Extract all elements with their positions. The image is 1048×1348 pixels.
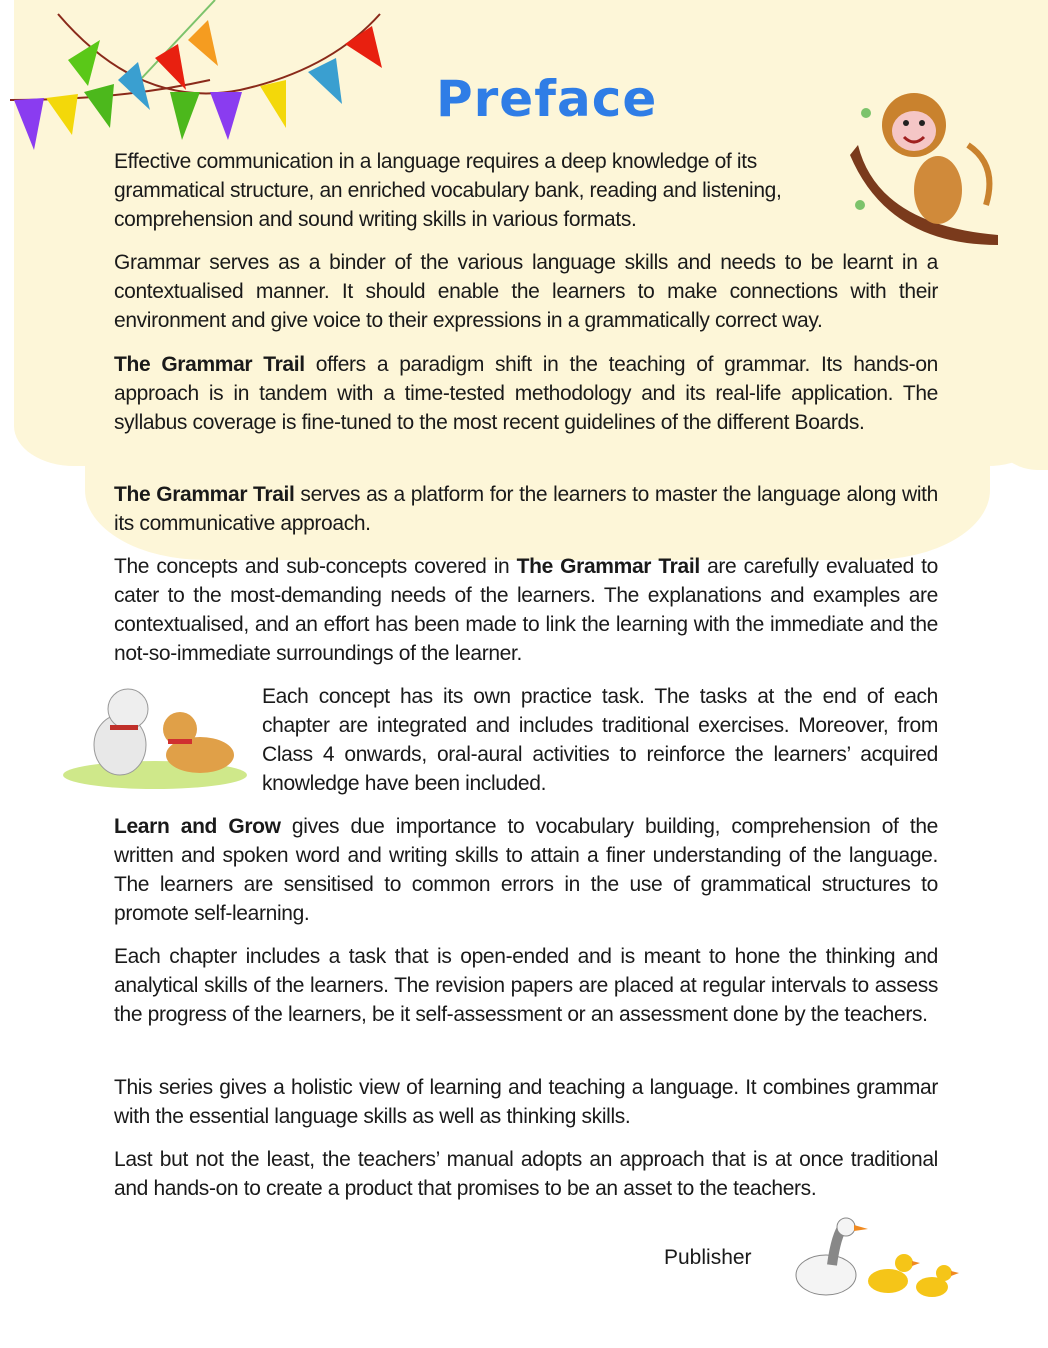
paragraph-1: Effective communication in a language requires a deep knowledge of its grammatical structure, an enriched vocabulary bank, reading and listening, comprehension and sound writing skills in various formats. [114, 150, 782, 231]
paragraph-5 [114, 552, 938, 668]
book-title: The Grammar Trail [114, 353, 305, 376]
paragraph-10: Last but not the least, the teachers’ manual adopts an approach that is at once traditional and hands-on to create a product that promises to be an asset to the teachers. [114, 1148, 938, 1200]
paragraph-3 [114, 350, 938, 437]
book-title: The Grammar Trail [114, 483, 295, 506]
paragraph-2: Grammar serves as a binder of the various language skills and needs to be learnt in a contextualised manner. It should enable the learners to make connections with their environment and give voice to their expressions in a grammatically correct way. [114, 251, 938, 332]
paragraph-4 [114, 480, 938, 538]
monkey-illustration [848, 85, 1000, 250]
paragraph-6: Each concept has its own practice task. The tasks at the end of each chapter are integrated and includes traditional exercises. Moreover, from Class 4 onwards, oral-aural activities to reinforce the learners’ acquired knowledge have been included. [262, 685, 938, 795]
signature-publisher: Publisher [664, 1246, 752, 1269]
book-title: The Grammar Trail [516, 555, 700, 578]
section-name: Learn and Grow [114, 815, 281, 838]
paragraph-5-text: are carefully evaluated to cater to the most-demanding needs of the learners. The explanations and examples are contextualised, and an effort has been made to link the learning with the immediate and the not-so-immediate surroundings of the learner. [114, 555, 938, 665]
bunting-illustration [10, 0, 390, 160]
paragraph-7-text: gives due importance to vocabulary building, comprehension of the written and spoken word and writing skills to attain a finer understanding of the language. The learners are sensitised to common errors in the use of grammatical structures to promote self-learning. [114, 815, 938, 925]
paragraph-5-pre: The concepts and sub-concepts covered in [114, 555, 517, 578]
paragraph-3-text: offers a paradigm shift in the teaching of grammar. Its hands-on approach is in tandem with a time-tested methodology and its real-life application. The syllabus coverage is fine-tuned to the most recent guidelines of the different Boards. [114, 353, 938, 434]
paragraph-4-text: serves as a platform for the learners to master the language along with its communicative approach. [114, 483, 938, 535]
page-title: Preface [436, 70, 658, 128]
paragraph-9: This series gives a holistic view of learning and teaching a language. It combines grammar with the essential language skills as well as thinking skills. [114, 1076, 938, 1128]
dogs-illustration [60, 685, 250, 790]
paragraph-8: Each chapter includes a task that is open-ended and is meant to hone the thinking and analytical skills of the learners. The revision papers are placed at regular intervals to assess the progress of the learners, be it self-assessment or an assessment done by the teachers. [114, 945, 938, 1026]
ducks-illustration [792, 1215, 962, 1307]
paragraph-7 [114, 812, 938, 928]
